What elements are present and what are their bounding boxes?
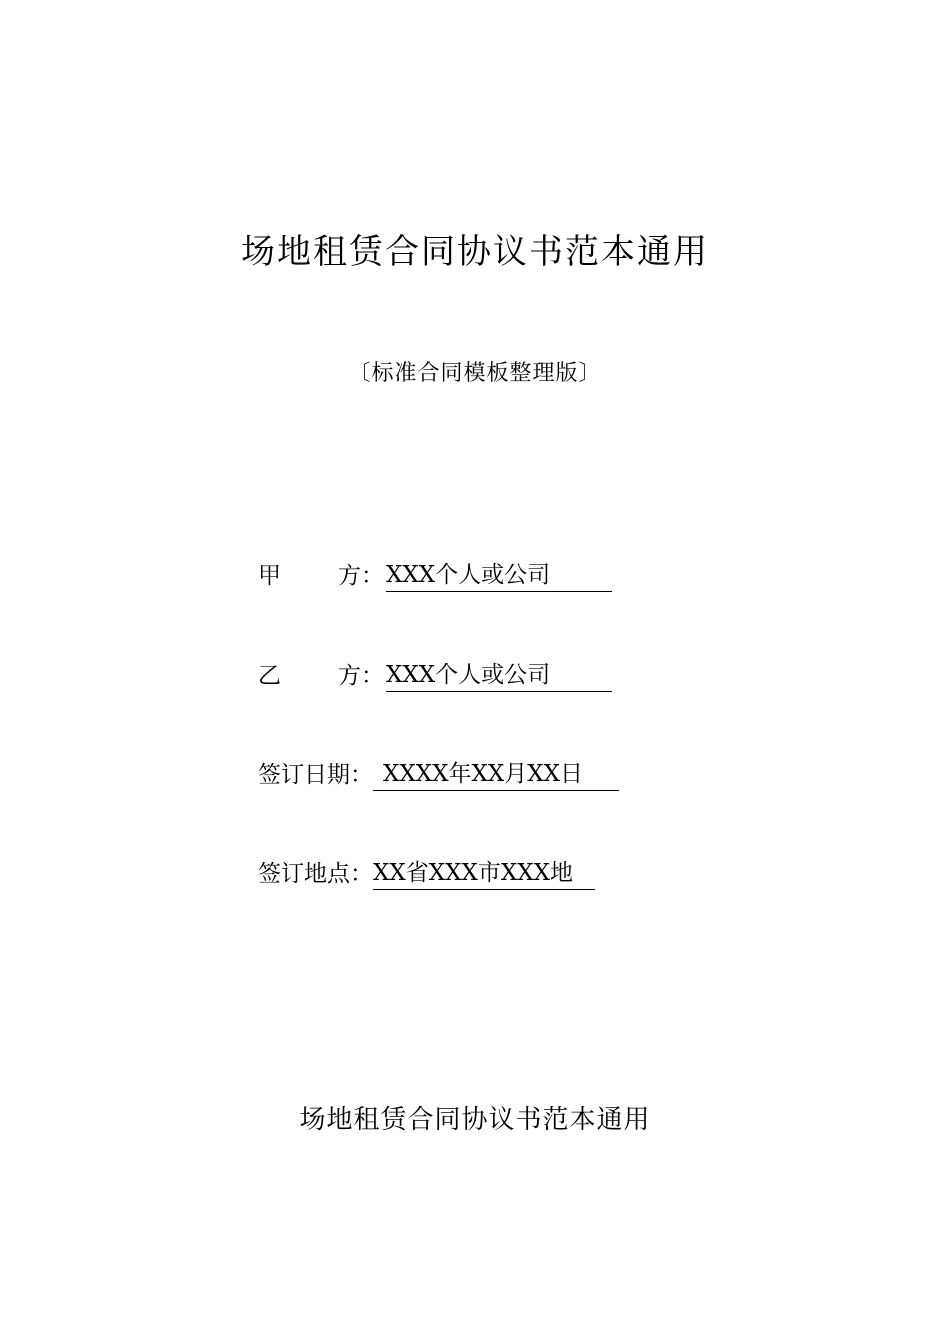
- sign-place-field: [258, 857, 595, 891]
- party-b-label-char2: 方：: [338, 663, 384, 689]
- party-b-label-char1: 乙: [258, 663, 281, 689]
- sign-date-label: 签订日期：: [258, 762, 373, 788]
- party-a-label: [258, 559, 386, 593]
- party-a-label-char2: 方：: [338, 563, 384, 589]
- party-b-field: [258, 659, 612, 693]
- sign-place-label: 签订地点：: [258, 861, 373, 887]
- sign-place-value: XX省XXX市XXX地: [373, 857, 595, 890]
- party-b-label: [258, 659, 386, 693]
- sign-date-field: [258, 758, 619, 792]
- party-b-value: XXX个人或公司: [386, 659, 612, 692]
- document-title: 场地租赁合同协议书范本通用: [241, 232, 709, 272]
- party-a-label-char1: 甲: [258, 563, 281, 589]
- party-a-field: [258, 559, 612, 593]
- document-subtitle: 〔标准合同模板整理版〕: [348, 361, 602, 386]
- footer-title: 场地租赁合同协议书范本通用: [299, 1105, 651, 1135]
- party-a-value: XXX个人或公司: [386, 559, 612, 592]
- sign-date-value: XXXX年XX月XX日: [373, 758, 619, 791]
